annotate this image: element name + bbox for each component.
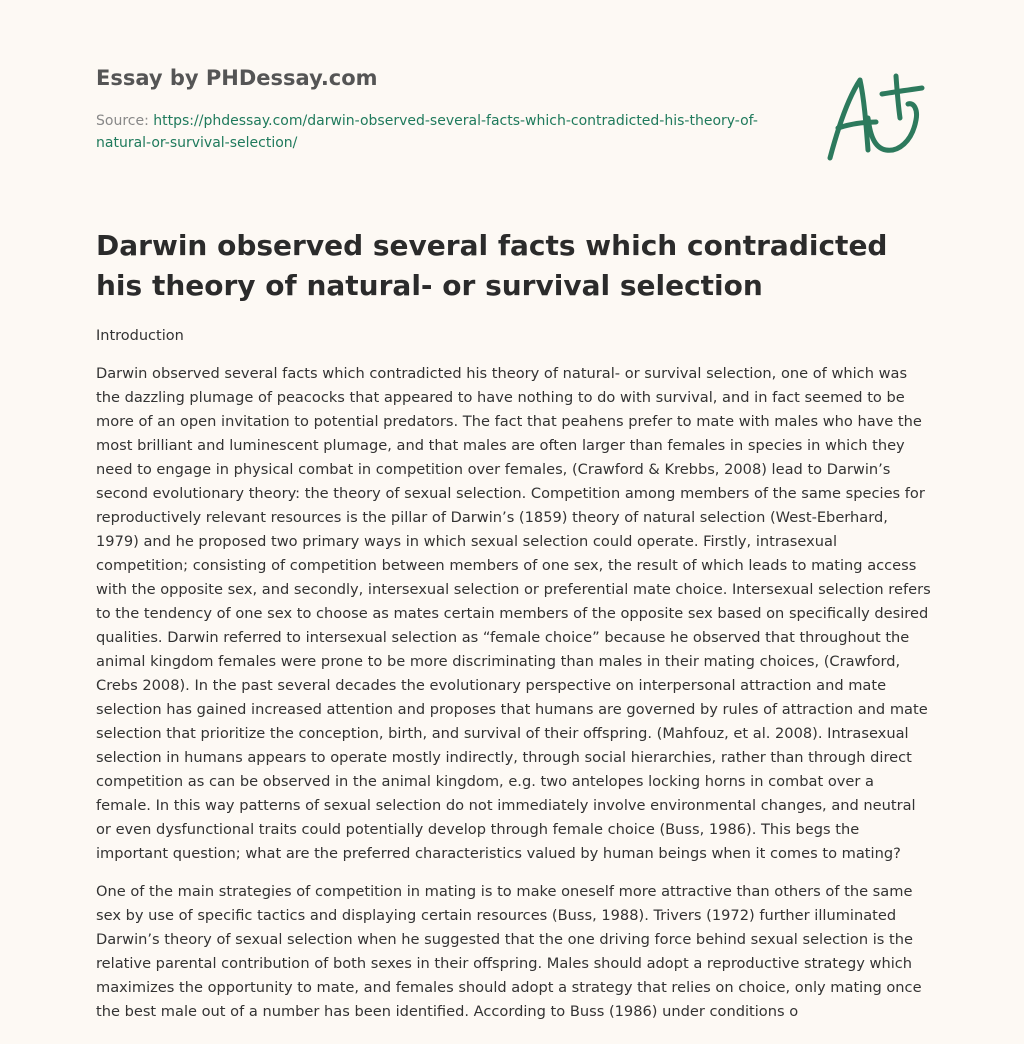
paragraph: Darwin observed several facts which contradicted his theory of natural- or survival selection, one of which was the dazzling plumage of peacocks that appeared to have nothing to do with survival, and in fact seemed to be more of an open invitation to potential predators. The fact that peahens prefer to mate with males who have the most brilliant and luminescent plumage, and that males are often larger than females in species in which they need to engage in physical combat in competition over females, (Crawford & Krebbs, 2008) lead to Darwin’s second evolutionary theory: the theory of sexual selection. Competition among members of the same species for reproductively relevant resources is the pillar of Darwin’s (1859) theory of natural selection (West-Eberhard, 1979) and he proposed two primary ways in which sexual selection could operate. Firstly, intrasexual competition; consisting of competition between members of one sex, the result of which leads to mating access with the opposite sex, and secondly, intersexual selection or preferential mate choice. Intersexual selection refers to the tendency of one sex to choose as mates certain members of the opposite sex based on specifically desired qualities. Darwin referred to intersexual selection as “female choice” because he observed that throughout the animal kingdom females were prone to be more discriminating than males in their mating choices, (Crawford, Crebs 2008). In the past several decades the evolutionary perspective on interpersonal attraction and mate selection has gained increased attention and proposes that humans are governed by rules of attraction and mate selection that prioritize the conception, birth, and survival of their offspring. (Mahfouz, et al. 2008). Intrasexual selection in humans appears to operate mostly indirectly, through social hierarchies, rather than through direct competition as can be observed in the animal kingdom, e.g. two antelopes locking horns in combat over a female. In this way patterns of sexual selection do not immediately involve environmental changes, and neutral or even dysfunctional traits could potentially develop through female choice (Buss, 1986). This begs the important question; what are the preferred characteristics valued by human beings when it comes to mating?: [96, 365, 931, 862]
source-line: [96, 110, 796, 154]
section-heading: Introduction: [96, 328, 184, 344]
paragraph: One of the main strategies of competition in mating is to make oneself more attractive than others of the same sex by use of specific tactics and displaying certain resources (Buss, 1988). Trivers (1972) further illuminated Darwin’s theory of sexual selection when he suggested that the one driving force behind sexual selection is the relative parental contribution of both sexes in their offspring. Males should adopt a reproductive strategy which maximizes the opportunity to mate, and females should adopt a strategy that relies on choice, only mating once the best male out of a number has been identified. According to Buss (1986) under conditions o: [96, 883, 922, 1020]
site-brand: Essay by PHDessay.com: [96, 66, 378, 90]
essay-title: Darwin observed several facts which contradicted his theory of natural- or survival selection: [96, 229, 888, 302]
essay-body: [96, 324, 932, 1038]
page-header: [96, 64, 796, 154]
a-plus-grade-icon: [820, 68, 930, 164]
source-link[interactable]: https://phdessay.com/darwin-observed-several-facts-which-contradicted-his-theory-of-natural-or-survival-selection/: [96, 113, 758, 151]
source-label: Source:: [96, 113, 154, 129]
